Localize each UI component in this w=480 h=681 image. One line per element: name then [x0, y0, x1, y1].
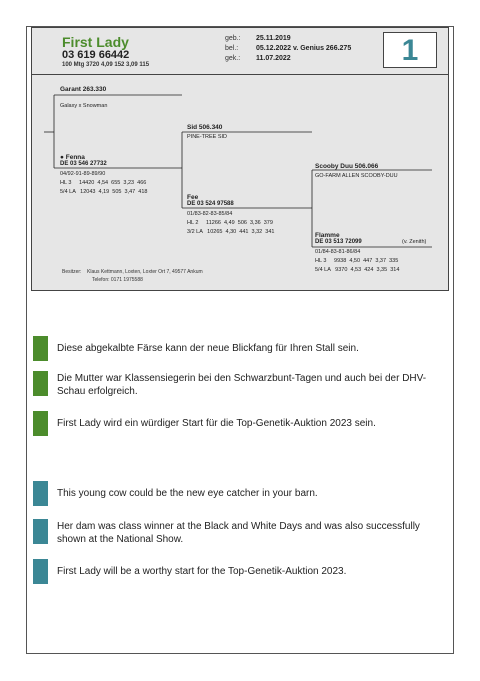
dam-perf-1: HL 3 14420 4,54 655 3,23 466 — [60, 180, 147, 186]
owner-label: Besitzer: — [62, 269, 82, 275]
green-square-icon — [33, 411, 48, 436]
pedigree-lines — [32, 28, 450, 292]
bullet-de-3 — [33, 411, 433, 437]
mmgs-line: GO-FARM ALLEN SCOOBY-DUU — [315, 173, 398, 179]
bullet-de-2 — [33, 371, 433, 399]
bullet-en-3-text: First Lady will be a worthy start for the Top-Genetik-Auktion 2023. — [57, 566, 347, 577]
animal-card — [31, 27, 449, 291]
bred-label: bel.: — [225, 45, 239, 52]
dam-marker: ● — [60, 154, 64, 161]
mmgd-perf-1: HL 3 9938 4,50 447 3,37 335 — [315, 258, 399, 264]
mgd-name: Fee — [187, 194, 199, 201]
born-date: 25.11.2019 — [256, 35, 291, 42]
bullet-en-2 — [33, 519, 433, 547]
animal-performance: 100 Mtg 3720 4,09 152 3,09 115 — [62, 62, 150, 68]
bred-date: 05.12.2022 v. Genius 266.275 — [256, 45, 352, 52]
mmgd-perf-2: 5/4 LA 9370 4,53 424 3,35 314 — [315, 267, 400, 273]
sire-name: Garant 263.330 — [60, 86, 107, 93]
bullet-de-2-text: Die Mutter war Klassensiegerin bei den Schwarzbunt-Tagen und auch bei der DHV-Schau erfolgreich. — [57, 373, 427, 397]
calved-label: gek.: — [225, 55, 241, 62]
mgs-name: Sid 506.340 — [187, 124, 223, 131]
bullet-de-3-text: First Lady wird ein würdiger Start für die Top-Genetik-Auktion 2023 sein. — [57, 418, 376, 429]
owner-phone: Telefon: 0171 1975588 — [92, 277, 143, 283]
mgd-lactations: 01/83-82-83-85/84 — [187, 211, 233, 217]
bullet-en-3 — [33, 559, 433, 585]
mmgd-name: Flamme — [315, 232, 340, 239]
teal-square-icon — [33, 481, 48, 506]
bullet-en-2-text: Her dam was class winner at the Black and White Days and was also successfully shown at the National Show. — [57, 521, 420, 545]
bullet-en-1-text: This young cow could be the new eye catcher in your barn. — [57, 488, 318, 499]
mmgd-lactations: 01/84-83-81-86/84 — [315, 249, 361, 255]
mgs-line: PINE-TREE SID — [187, 134, 228, 140]
mmgd-id: DE 03 513 72099 — [315, 239, 362, 245]
lot-number: 1 — [401, 34, 419, 67]
mgd-perf-1: HL 2 11266 4,49 506 3,36 379 — [187, 220, 273, 226]
green-square-icon — [33, 371, 48, 396]
animal-id: 03 619 66442 — [62, 49, 130, 61]
sire-line: Galaxy x Snowman — [60, 103, 108, 109]
dam-lactations: 04/92-91-89-89/90 — [60, 171, 106, 177]
green-square-icon — [33, 336, 48, 361]
teal-square-icon — [33, 519, 48, 544]
animal-name: First Lady — [62, 34, 129, 50]
bullet-de-1-text: Diese abgekalbte Färse kann der neue Blickfang für Ihren Stall sein. — [57, 343, 359, 354]
mgd-id: DE 03 524 97588 — [187, 201, 234, 207]
owner-name: Klaus Kettmann, Loxten, Loxter Ort 7, 49577 Ankum — [87, 269, 203, 275]
mgd-perf-2: 3/2 LA 10265 4,30 441 3,32 341 — [187, 229, 275, 235]
born-label: geb.: — [225, 35, 241, 42]
mmgd-sire: (v. Zenith) — [402, 239, 427, 245]
mmgs-name: Scooby Duu 506.066 — [315, 163, 379, 170]
calved-date: 11.07.2022 — [256, 55, 291, 62]
dam-name: ● Fenna — [60, 154, 85, 161]
dam-perf-2: 5/4 LA 12043 4,19 505 3,47 418 — [60, 189, 148, 195]
dam-id: DE 03 546 27732 — [60, 161, 107, 167]
bullet-de-1 — [33, 336, 433, 362]
teal-square-icon — [33, 559, 48, 584]
bullet-en-1 — [33, 481, 433, 507]
owner-info — [62, 268, 203, 284]
